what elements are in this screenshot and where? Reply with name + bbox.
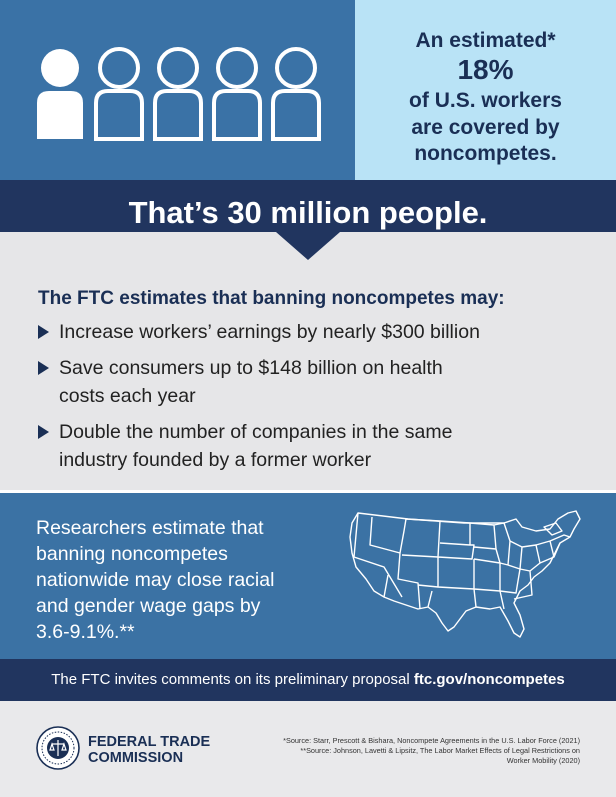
arrow-bullet-icon (38, 425, 49, 439)
people-icons (0, 0, 355, 188)
us-map-icon (344, 505, 589, 645)
benefits-heading: The FTC estimates that banning noncompetes may: (38, 288, 505, 309)
person-icon (37, 49, 83, 139)
banner-headline: That’s 30 million people. (128, 195, 488, 230)
source-line: Worker Mobility (2020) (506, 756, 580, 765)
stat-description: of U.S. workers are covered by noncompetes. (409, 89, 562, 165)
benefit-text: Save consumers up to $148 billion on health costs each year (59, 357, 443, 407)
person-icon (273, 49, 319, 139)
arrow-bullet-icon (38, 361, 49, 375)
research-statement: Researchers estimate that banning noncompetes nationwide may close racial and gender wage gaps by 3.6-9.1%.** (36, 517, 275, 643)
person-icon (155, 49, 201, 139)
stat-percent: 18% (457, 54, 514, 85)
arrow-bullet-icon (38, 325, 49, 339)
ftc-seal-icon (36, 726, 80, 770)
source-line: *Source: Starr, Prescott & Bishara, Noncompete Agreements in the U.S. Labor Force (2021) (283, 736, 580, 745)
invite-message (0, 670, 616, 690)
source-line: **Source: Johnson, Lavetti & Lipsitz, The Labor Market Effects of Legal Restrictions on (300, 746, 580, 755)
person-icon (214, 49, 260, 139)
agency-name: FEDERAL TRADE COMMISSION (88, 734, 211, 766)
person-icon (96, 49, 142, 139)
invite-link[interactable]: ftc.gov/noncompetes (413, 671, 565, 688)
people-panel (0, 0, 355, 188)
benefit-text: Increase workers’ earnings by nearly $300 billion (59, 321, 480, 343)
stat-prefix: An estimated* (415, 29, 556, 52)
invite-text: The FTC invites comments on its preliminary proposal (51, 671, 414, 688)
benefit-text: Double the number of companies in the same industry founded by a former worker (59, 421, 453, 471)
